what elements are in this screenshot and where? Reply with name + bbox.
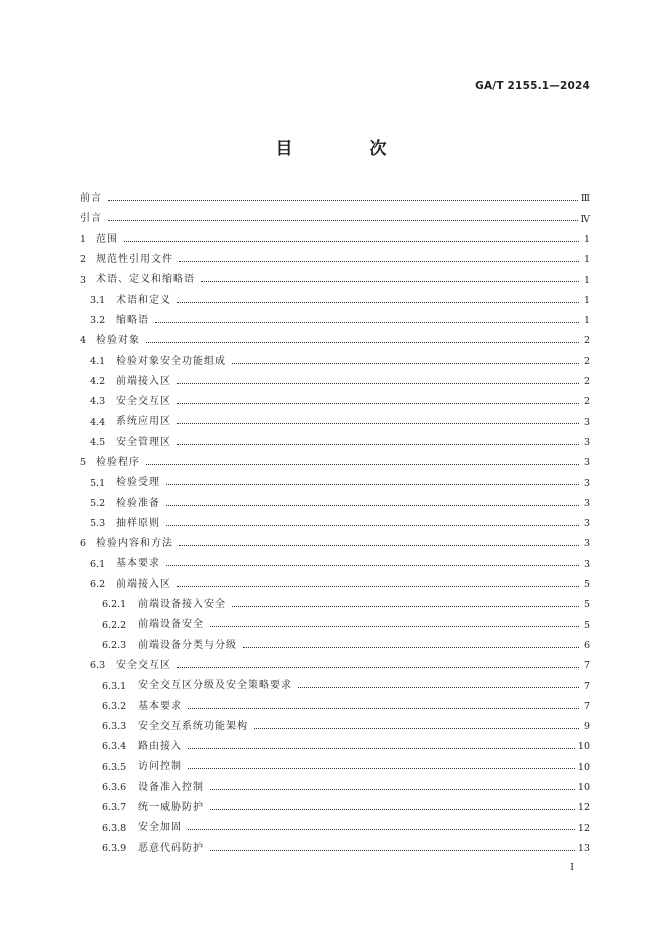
toc-entry-page: 3: [583, 436, 590, 448]
toc-entry-title: 引言: [80, 213, 102, 225]
toc-entry[interactable]: [80, 737, 590, 757]
toc-leader-dots: [210, 849, 575, 851]
toc-entry-title: 前端设备分类与分级: [138, 639, 237, 651]
toc-entry[interactable]: [80, 351, 590, 371]
toc-entry-page: 3: [583, 416, 590, 428]
toc-entry[interactable]: [80, 392, 590, 412]
toc-entry-page: 7: [583, 660, 590, 672]
toc-entry[interactable]: [80, 839, 590, 859]
toc-entry[interactable]: [80, 676, 590, 696]
toc-leader-dots: [298, 686, 579, 688]
toc-entry-title: 检验受理: [116, 477, 160, 489]
toc-entry-number: 4: [80, 335, 87, 347]
toc-entry-number: 6.3.7: [102, 802, 127, 814]
toc-entry-page: Ⅲ: [580, 193, 590, 205]
toc-entry-number: 6.3.8: [102, 822, 127, 834]
toc-entry-title: 前端接入区: [116, 578, 171, 590]
toc-entry[interactable]: [80, 250, 590, 270]
toc-entry-page: 1: [583, 254, 590, 266]
toc-entry-title: 安全加固: [138, 822, 182, 834]
toc-entry-page: 10: [577, 761, 590, 773]
toc-entry-number: 5: [80, 457, 87, 469]
toc-entry-number: 5.1: [90, 477, 106, 489]
toc-entry-number: 6.3.5: [102, 761, 127, 773]
toc-entry[interactable]: [80, 311, 590, 331]
toc-entry-number: 6.2.2: [102, 619, 127, 631]
toc-entry-title: 术语和定义: [116, 294, 171, 306]
table-of-contents: [80, 189, 590, 859]
toc-entry-title: 检验对象: [96, 335, 140, 347]
toc-leader-dots: [177, 443, 579, 445]
toc-entry-page: 1: [583, 294, 590, 306]
toc-entry-title: 系统应用区: [116, 416, 171, 428]
toc-entry[interactable]: [80, 331, 590, 351]
toc-leader-dots: [146, 463, 579, 465]
page-title: 目 次: [275, 139, 417, 159]
toc-entry[interactable]: [80, 433, 590, 453]
toc-leader-dots: [166, 483, 579, 485]
toc-entry-page: 2: [583, 396, 590, 408]
toc-entry[interactable]: [80, 493, 590, 513]
toc-entry-title: 前端设备安全: [138, 619, 204, 631]
toc-entry-number: 6.2.1: [102, 599, 127, 611]
toc-entry-title: 前言: [80, 193, 102, 205]
toc-leader-dots: [124, 240, 579, 242]
toc-leader-dots: [188, 828, 575, 830]
toc-entry-title: 设备准入控制: [138, 781, 204, 793]
toc-entry-page: 5: [583, 619, 590, 631]
toc-entry-number: 4.2: [90, 376, 106, 388]
toc-entry-page: 3: [583, 558, 590, 570]
toc-entry-title: 路由接入: [138, 741, 182, 753]
toc-entry-number: 1: [80, 233, 87, 245]
toc-entry-page: 5: [583, 599, 590, 611]
toc-entry-number: 6.3.6: [102, 782, 127, 793]
toc-leader-dots: [210, 788, 575, 790]
toc-entry-number: 6.3.2: [102, 700, 127, 712]
toc-entry-number: 6.2.3: [102, 639, 127, 651]
toc-entry[interactable]: [80, 473, 590, 493]
toc-entry-page: Ⅳ: [580, 213, 590, 225]
toc-entry-title: 缩略语: [116, 314, 149, 326]
toc-entry-title: 检验准备: [116, 497, 160, 509]
toc-entry-page: 7: [583, 700, 590, 712]
toc-entry-page: 3: [583, 538, 590, 550]
toc-entry[interactable]: [80, 757, 590, 777]
toc-entry-page: 12: [577, 802, 590, 814]
toc-entry[interactable]: [80, 798, 590, 818]
toc-leader-dots: [166, 564, 579, 566]
toc-leader-dots: [177, 382, 579, 384]
toc-entry-page: 2: [583, 335, 590, 347]
toc-entry[interactable]: [80, 270, 590, 290]
toc-entry-title: 安全管理区: [116, 436, 171, 448]
toc-entry[interactable]: [80, 412, 590, 432]
toc-entry-number: 3.1: [90, 294, 106, 306]
toc-entry[interactable]: [80, 209, 590, 229]
toc-entry[interactable]: [80, 514, 590, 534]
toc-entry-title: 检验对象安全功能组成: [116, 355, 226, 367]
toc-leader-dots: [177, 402, 579, 404]
toc-leader-dots: [210, 625, 579, 627]
toc-entry-number: 5.3: [90, 518, 106, 530]
toc-entry-number: 6.3.9: [102, 842, 127, 854]
toc-entry[interactable]: [80, 554, 590, 574]
page-number: Ⅰ: [570, 862, 574, 873]
toc-leader-dots: [108, 199, 578, 201]
toc-entry-title: 术语、定义和缩略语: [96, 274, 195, 286]
toc-entry-number: 2: [80, 254, 87, 266]
toc-entry-title: 安全交互区: [116, 659, 171, 671]
toc-leader-dots: [188, 747, 575, 749]
toc-entry[interactable]: [80, 595, 590, 615]
toc-entry-page: 3: [583, 477, 590, 489]
toc-entry[interactable]: [80, 717, 590, 737]
toc-entry-title: 规范性引用文件: [96, 254, 173, 266]
toc-entry[interactable]: [80, 778, 590, 798]
toc-entry-number: 5.2: [90, 497, 106, 509]
toc-entry-page: 13: [577, 842, 590, 854]
toc-entry-page: 12: [577, 822, 590, 834]
toc-leader-dots: [210, 808, 575, 810]
toc-entry-page: 2: [583, 355, 590, 367]
toc-leader-dots: [232, 362, 579, 364]
toc-leader-dots: [155, 321, 579, 323]
toc-entry-title: 访问控制: [138, 761, 182, 773]
toc-entry[interactable]: [80, 230, 590, 250]
toc-entry-number: 6.3.4: [102, 741, 127, 753]
toc-leader-dots: [254, 727, 579, 729]
toc-leader-dots: [177, 301, 579, 303]
toc-entry-number: 4.3: [90, 396, 106, 408]
toc-entry-title: 检验程序: [96, 457, 140, 468]
toc-entry-title: 基本要求: [116, 558, 160, 570]
toc-entry-title: 安全交互系统功能架构: [138, 720, 248, 732]
toc-entry-title: 抽样原则: [116, 517, 160, 529]
toc-entry-title: 前端接入区: [116, 375, 171, 387]
toc-entry-number: 4.4: [90, 416, 106, 428]
toc-entry-title: 安全交互区: [116, 396, 171, 408]
toc-entry-page: 5: [583, 579, 590, 591]
toc-entry[interactable]: [80, 696, 590, 716]
toc-entry[interactable]: [80, 636, 590, 656]
toc-leader-dots: [166, 524, 579, 526]
toc-leader-dots: [177, 666, 579, 668]
toc-entry[interactable]: [80, 189, 590, 209]
toc-entry[interactable]: [80, 615, 590, 635]
toc-entry-title: 安全交互区分级及安全策略要求: [138, 680, 292, 692]
toc-entry-number: 4.1: [90, 355, 106, 367]
toc-entry-page: 10: [577, 782, 590, 793]
toc-entry[interactable]: [80, 453, 590, 473]
toc-entry-number: 6.1: [90, 558, 106, 570]
toc-entry-page: 7: [583, 680, 590, 692]
toc-entry-number: 3.2: [90, 315, 106, 327]
toc-entry-title: 检验内容和方法: [96, 538, 173, 550]
toc-entry-number: 6.3: [90, 660, 106, 672]
toc-entry[interactable]: [80, 575, 590, 595]
toc-entry-title: 恶意代码防护: [138, 842, 204, 854]
toc-leader-dots: [179, 544, 579, 546]
toc-entry[interactable]: [80, 818, 590, 838]
toc-entry-page: 3: [583, 497, 590, 509]
toc-entry[interactable]: [80, 372, 590, 392]
toc-leader-dots: [201, 280, 579, 282]
toc-entry-number: 6.3.1: [102, 680, 127, 692]
toc-entry-number: 6.2: [90, 579, 106, 591]
toc-entry-page: 9: [583, 721, 590, 733]
toc-entry-number: 6: [80, 538, 87, 550]
toc-entry-title: 范围: [96, 233, 118, 245]
toc-entry-number: 4.5: [90, 436, 106, 448]
toc-entry-title: 前端设备接入安全: [138, 599, 226, 611]
toc-leader-dots: [146, 341, 579, 343]
toc-leader-dots: [188, 707, 579, 709]
toc-entry-page: 1: [583, 233, 590, 245]
toc-leader-dots: [179, 260, 579, 262]
toc-entry-page: 1: [583, 274, 590, 286]
toc-leader-dots: [166, 504, 579, 506]
toc-entry[interactable]: [80, 534, 590, 554]
toc-entry[interactable]: [80, 290, 590, 310]
toc-entry-page: 3: [583, 518, 590, 530]
toc-leader-dots: [177, 585, 579, 587]
toc-entry-page: 6: [583, 639, 590, 651]
toc-leader-dots: [177, 422, 579, 424]
toc-entry-page: 3: [583, 457, 590, 469]
toc-leader-dots: [243, 646, 579, 648]
toc-entry-page: 10: [577, 741, 590, 753]
toc-entry-number: 6.3.3: [102, 721, 127, 733]
toc-leader-dots: [232, 605, 579, 607]
toc-entry-title: 统一威胁防护: [138, 802, 204, 814]
toc-entry-title: 基本要求: [138, 700, 182, 712]
toc-entry-number: 3: [80, 274, 87, 286]
toc-entry-page: 1: [583, 315, 590, 327]
toc-entry-page: 2: [583, 376, 590, 388]
toc-leader-dots: [188, 767, 575, 769]
toc-leader-dots: [108, 219, 578, 221]
document-code: GA/T 2155.1—2024: [475, 80, 590, 92]
toc-entry[interactable]: [80, 656, 590, 676]
